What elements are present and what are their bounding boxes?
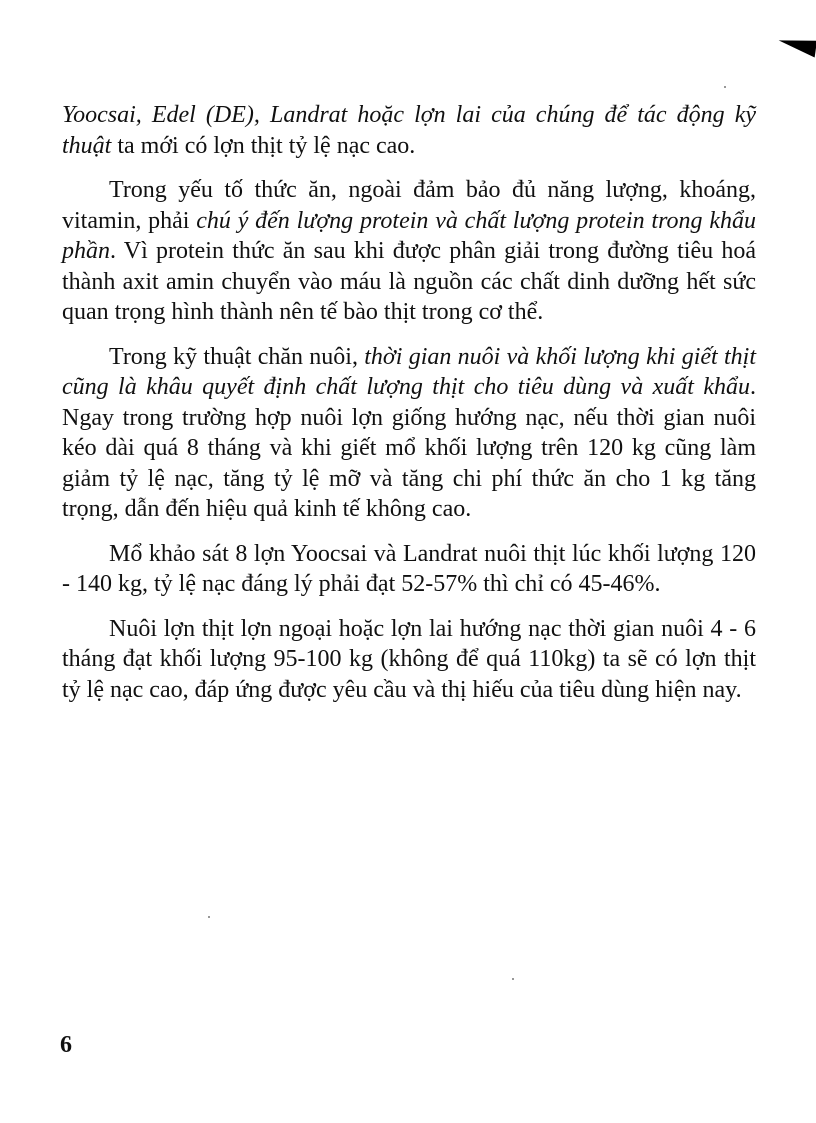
page-body bbox=[62, 100, 756, 719]
scan-speck bbox=[208, 916, 210, 918]
scan-speck bbox=[724, 86, 726, 88]
paragraph-2-run: . Vì protein thức ăn sau khi được phân giải trong đường tiêu hoá thành axit amin chuyển vào máu là nguồn các chất dinh dưỡng hết sức quan trọng hình thành nên tế bào thịt trong cơ thể. bbox=[62, 238, 756, 325]
paragraph-4-run: Mổ khảo sát 8 lợn Yoocsai và Landrat nuôi thịt lúc khối lượng 120 - 140 kg, tỷ lệ nạc đáng lý phải đạt 52-57% thì chỉ có 45-46%. bbox=[62, 540, 756, 597]
scan-speck bbox=[512, 978, 514, 980]
scan-edge-mark bbox=[777, 35, 816, 57]
paragraph-3-run: . Ngay trong trường hợp nuôi lợn giống hướng nạc, nếu thời gian nuôi kéo dài quá 8 tháng và khi giết mổ khối lượng trên 120 kg cũng làm giảm tỷ lệ nạc, tăng tỷ lệ mỡ và tăng chi phí thức ăn cho 1 kg tăng trọng, dẫn đến hiệu quả kinh tế không cao. bbox=[62, 374, 756, 522]
paragraph-3-run: Trong kỹ thuật chăn nuôi, bbox=[109, 343, 365, 370]
paragraph-1-italic-run: Yoocsai, Edel (DE), Landrat hoặc lợn lai của chúng để tác động kỹ thuật bbox=[62, 102, 756, 159]
page-number: 6 bbox=[60, 1032, 72, 1058]
paragraph-1 bbox=[62, 100, 756, 161]
paragraph-2 bbox=[62, 175, 756, 328]
paragraph-4 bbox=[62, 539, 756, 600]
paragraph-2-run: Trong yếu tố thức ăn, ngoài đảm bảo đủ năng lượng, khoáng, vitamin, phải bbox=[62, 177, 756, 234]
paragraph-1-run: ta mới có lợn thịt tỷ lệ nạc cao. bbox=[111, 132, 416, 159]
paragraph-3-italic-run: thời gian nuôi và khối lượng khi giết thịt cũng là khâu quyết định chất lượng thịt cho tiêu dùng và xuất khẩu bbox=[62, 343, 756, 400]
paragraph-5-run: Nuôi lợn thịt lợn ngoại hoặc lợn lai hướng nạc thời gian nuôi 4 - 6 tháng đạt khối lượng 95-100 kg (không để quá 110kg) ta sẽ có lợn thịt tỷ lệ nạc cao, đáp ứng được yêu cầu và thị hiếu của tiêu dùng hiện nay. bbox=[62, 615, 756, 703]
paragraph-2-italic-run: chú ý đến lượng protein và chất lượng protein trong khẩu phần bbox=[62, 207, 756, 264]
paragraph-5 bbox=[62, 614, 756, 706]
paragraph-3 bbox=[62, 342, 756, 525]
